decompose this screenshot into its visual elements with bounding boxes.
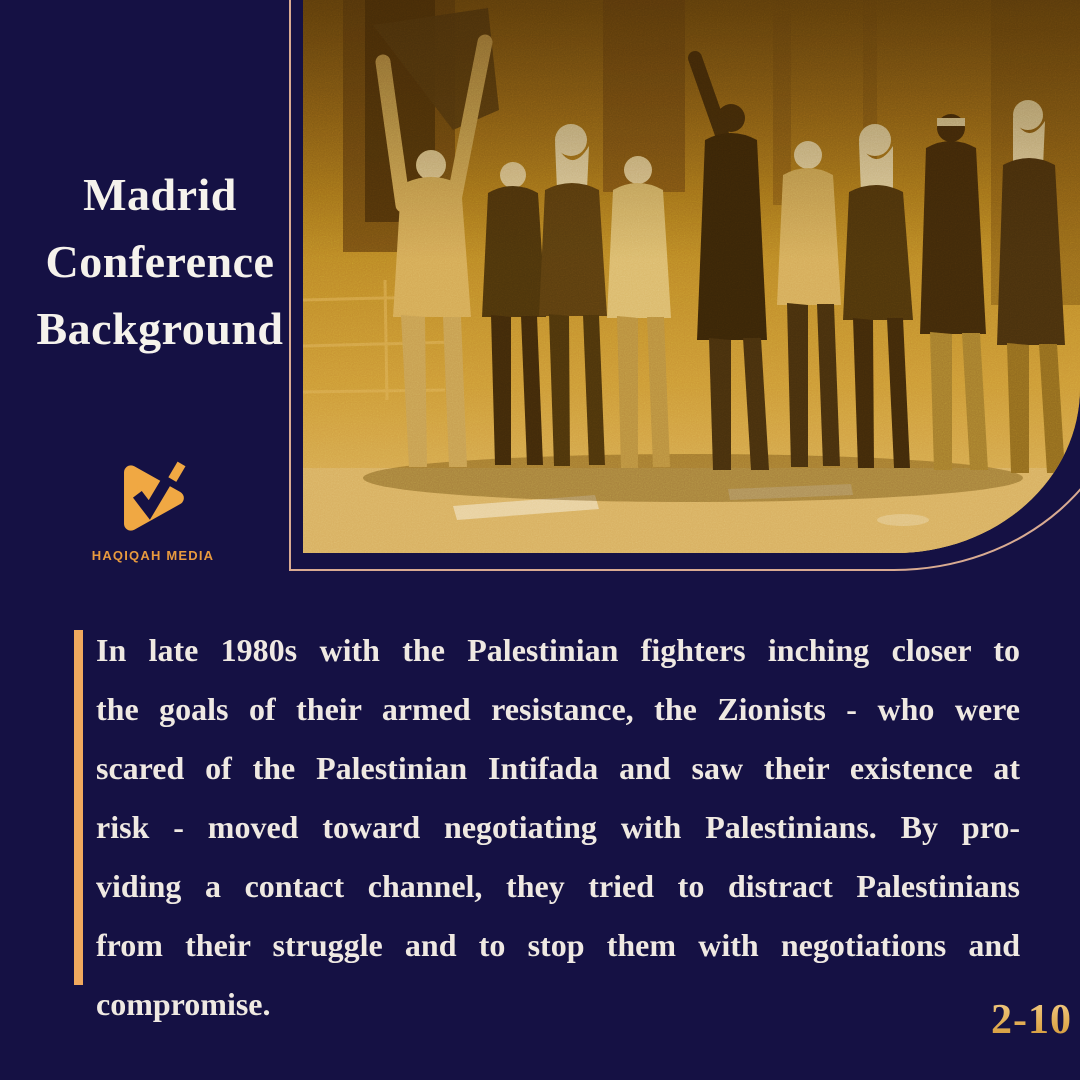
title-line-1: Madrid (83, 169, 237, 220)
title-line-2: Conference (45, 236, 275, 287)
body-line: viding a contact channel, they tried to distract Palestinians (96, 868, 1020, 904)
body-line: from their struggle and to stop them with negotiations and (96, 927, 1020, 963)
body-line: scared of the Palestinian Intifada and saw their existence at (96, 750, 1020, 786)
play-checkmark-icon (103, 452, 203, 544)
body-line: compromise. (96, 986, 271, 1022)
photo (303, 0, 1080, 553)
photo-illustration (303, 0, 1080, 553)
body-line: risk - moved toward negotiating with Palestinians. By pro- (96, 809, 1020, 845)
body-paragraph (96, 621, 1020, 1034)
paragraph-accent-bar (74, 630, 83, 985)
body-line: the goals of their armed resistance, the Zionists - who were (96, 691, 1020, 727)
title-line-3: Background (36, 303, 284, 354)
brand-logo (78, 452, 228, 563)
page-title (18, 161, 302, 362)
page-number: 2-10 (991, 997, 1072, 1043)
brand-logo-label: HAQIQAH MEDIA (91, 548, 215, 563)
body-line: In late 1980s with the Palestinian fighters inching closer to (96, 632, 1020, 668)
